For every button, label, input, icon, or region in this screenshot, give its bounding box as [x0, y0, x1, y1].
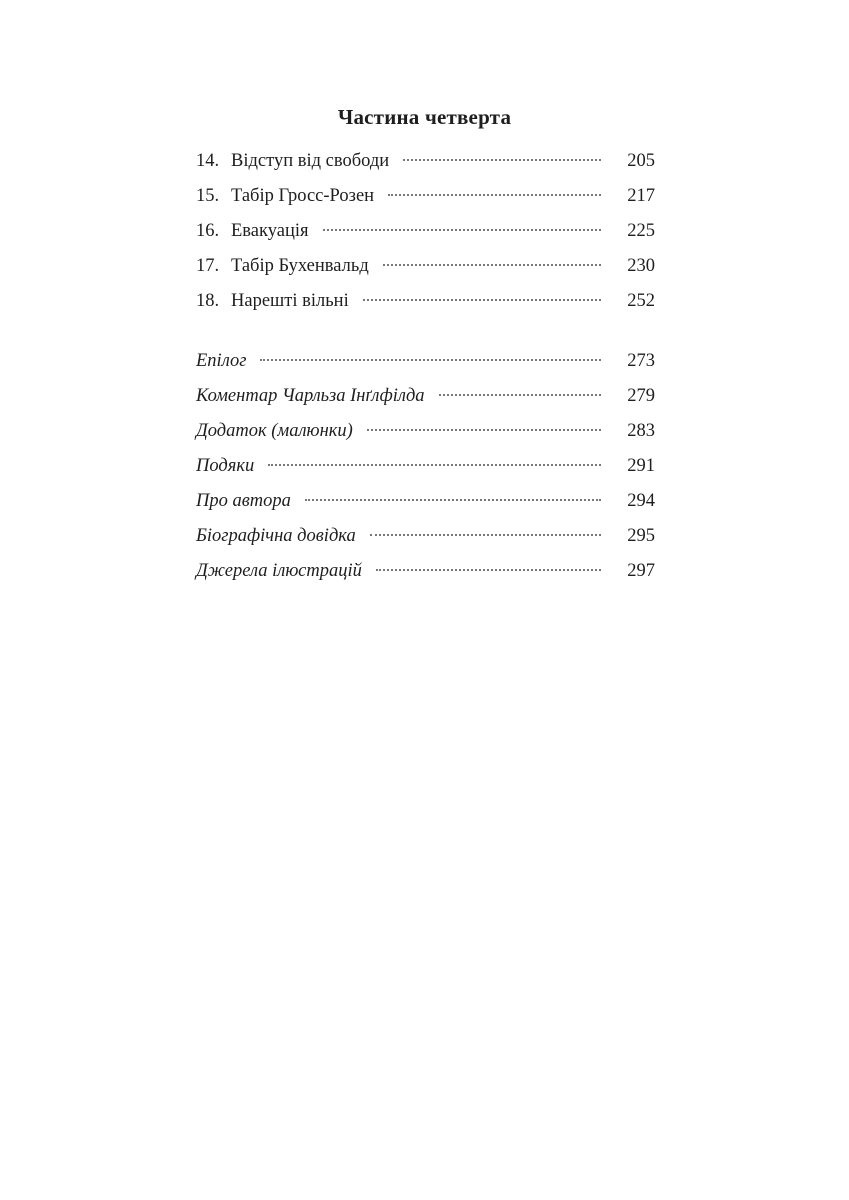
back-matter-list: [196, 346, 655, 591]
chapter-number: 14.: [196, 151, 220, 171]
dot-leader: [260, 359, 601, 361]
toc-entry-chapter-15[interactable]: [196, 181, 655, 216]
dot-leader: [305, 499, 601, 501]
dot-leader: [323, 229, 602, 231]
entry-title: Подяки: [196, 456, 255, 476]
entry-title: Джерела ілюстрацій: [196, 561, 362, 581]
chapter-number: 17.: [196, 256, 220, 276]
page-number: 273: [627, 351, 655, 371]
page-number: 294: [627, 491, 655, 511]
chapter-title: Табір Гросс-Розен: [231, 186, 375, 206]
chapter-list: [196, 146, 655, 321]
chapter-number: 16.: [196, 221, 220, 241]
dot-leader: [383, 264, 601, 266]
toc-entry-commentary[interactable]: [196, 381, 655, 416]
dot-leader: [403, 159, 601, 161]
chapter-title: Нарешті вільні: [231, 291, 349, 311]
page-number: 279: [627, 386, 655, 406]
toc-entry-chapter-16[interactable]: [196, 216, 655, 251]
toc-entry-chapter-18[interactable]: [196, 286, 655, 321]
dot-leader: [376, 569, 601, 571]
chapter-title: Евакуація: [231, 221, 309, 241]
chapter-title: Табір Бухенвальд: [231, 256, 369, 276]
entry-title: Коментар Чарльза Інґлфілда: [196, 386, 425, 406]
dot-leader: [388, 194, 601, 196]
dot-leader: [268, 464, 601, 466]
chapter-title: Відступ від свободи: [231, 151, 390, 171]
dot-leader: [439, 394, 601, 396]
page-number: 230: [627, 256, 655, 276]
page-number: 291: [627, 456, 655, 476]
page-number: 217: [627, 186, 655, 206]
page-number: 205: [627, 151, 655, 171]
toc-entry-appendix[interactable]: [196, 416, 655, 451]
entry-title: Біографічна довідка: [196, 526, 356, 546]
entry-title: Епілог: [196, 351, 247, 371]
entry-title: Додаток (малюнки): [196, 421, 353, 441]
toc-entry-biography[interactable]: [196, 521, 655, 556]
toc-entry-chapter-14[interactable]: [196, 146, 655, 181]
toc-entry-chapter-17[interactable]: [196, 251, 655, 286]
page-number: 225: [627, 221, 655, 241]
entry-title: Про автора: [196, 491, 291, 511]
toc-entry-acknowledgements[interactable]: [196, 451, 655, 486]
chapter-number: 18.: [196, 291, 220, 311]
dot-leader: [363, 299, 601, 301]
chapter-number: 15.: [196, 186, 220, 206]
dot-leader: [370, 534, 601, 536]
toc-entry-epilogue[interactable]: [196, 346, 655, 381]
page-number: 252: [627, 291, 655, 311]
page-number: 297: [627, 561, 655, 581]
toc-entry-illustration-sources[interactable]: [196, 556, 655, 591]
page-number: 283: [627, 421, 655, 441]
part-title: Частина четверта: [337, 105, 512, 129]
toc-entry-about-author[interactable]: [196, 486, 655, 521]
page-number: 295: [627, 526, 655, 546]
dot-leader: [367, 429, 601, 431]
